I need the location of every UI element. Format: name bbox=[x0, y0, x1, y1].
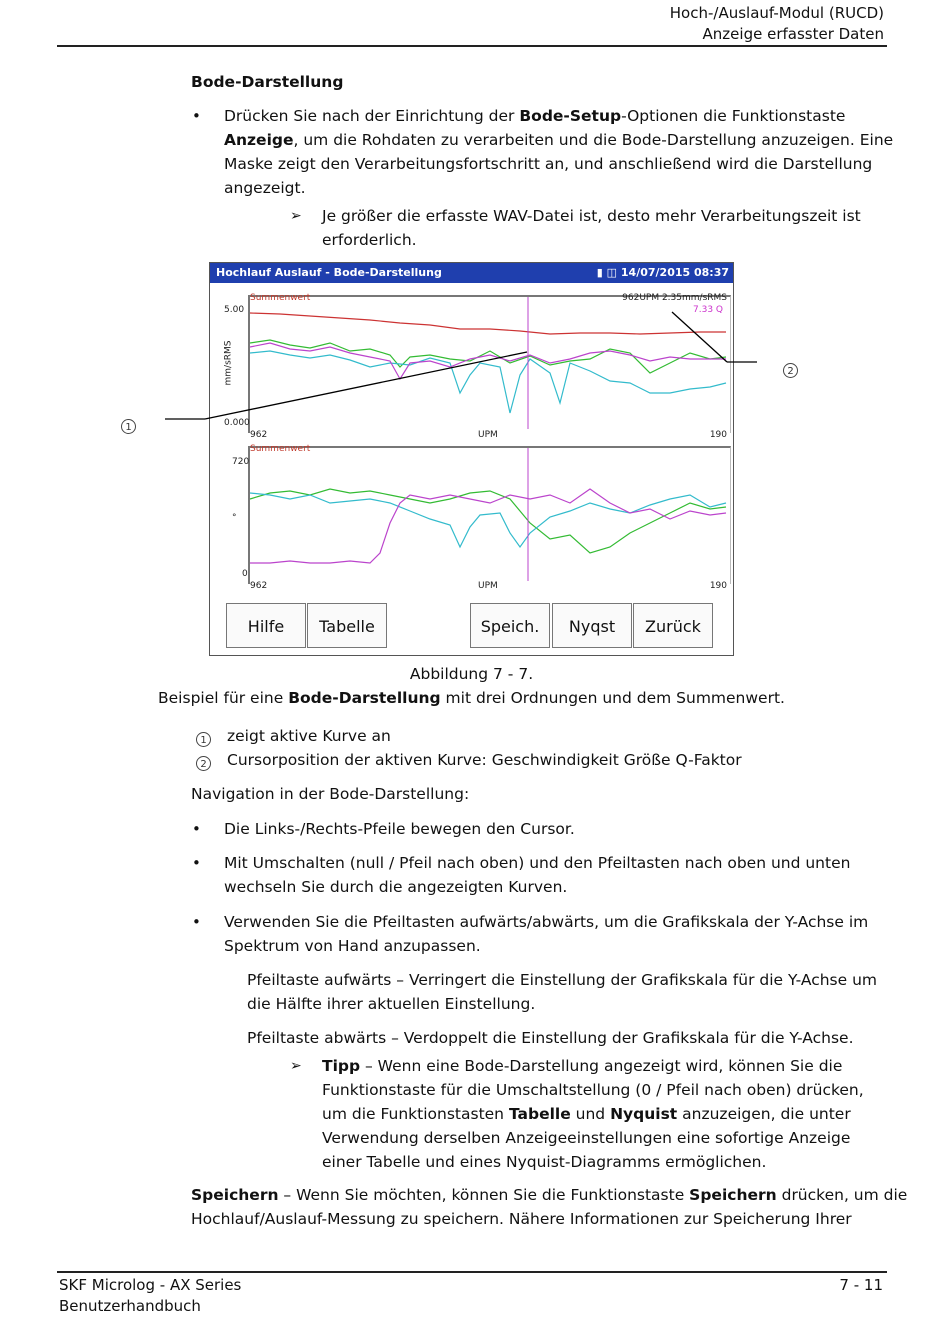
text-run: Beispiel für eine bbox=[158, 689, 289, 707]
text-line: Verwenden Sie die Pfeiltasten aufwärts/abwärts, um die Grafikskala der Y-Achse im bbox=[224, 913, 869, 931]
phase-y-unit: ° bbox=[232, 513, 237, 523]
page-number: 7 - 11 bbox=[839, 1276, 883, 1294]
text-line: Maske zeigt den Verarbeitungsfortschritt an, und anschließend wird die Darstellung bbox=[224, 155, 873, 173]
tip-label: Tipp bbox=[322, 1057, 361, 1075]
callout-2-icon bbox=[783, 359, 798, 378]
phase-y-max: 720 bbox=[232, 457, 250, 467]
text-line: angezeigt. bbox=[224, 179, 306, 197]
bullet: • bbox=[192, 913, 201, 931]
section-title: Bode-Darstellung bbox=[191, 73, 344, 91]
datetime-text: 14/07/2015 08:37 bbox=[620, 266, 729, 279]
text-line: Mit Umschalten (null / Pfeil nach oben) und den Pfeiltasten nach oben und unten bbox=[224, 854, 851, 872]
text-line: wechseln Sie durch die angezeigten Kurven. bbox=[224, 878, 568, 896]
save-key[interactable]: Speich. bbox=[470, 603, 550, 648]
figure-number: Abbildung 7 - 7. bbox=[409, 665, 534, 683]
nav-bullet-2 bbox=[224, 851, 850, 899]
arrow-up-description bbox=[247, 968, 877, 1016]
nyquist-term: Nyquist bbox=[610, 1105, 678, 1123]
arrow-bullet-icon: ➢ bbox=[290, 208, 302, 224]
text-run: Drücken Sie nach der Einrichtung der bbox=[224, 107, 520, 125]
bullet: • bbox=[192, 854, 201, 872]
device-title: Hochlauf Auslauf - Bode-Darstellung bbox=[216, 266, 442, 279]
nav-bullet-1: Die Links-/Rechts-Pfeile bewegen den Cursor. bbox=[224, 820, 575, 838]
legend-2-icon bbox=[196, 752, 211, 771]
y-axis-min: 0.000 bbox=[224, 418, 250, 428]
text-run: – Wenn eine Bode-Darstellung angezeigt wird, können Sie die bbox=[360, 1057, 843, 1075]
speichern-term: Speichern bbox=[689, 1186, 777, 1204]
legend-item-2: Cursorposition der aktiven Kurve: Geschwindigkeit Größe Q-Faktor bbox=[227, 751, 742, 769]
legend-1-icon bbox=[196, 728, 211, 747]
text-run: -Optionen die Funktionstaste bbox=[621, 107, 846, 125]
text-line: Hochlauf/Auslauf-Messung zu speichern. Nähere Informationen zur Speicherung Ihrer bbox=[191, 1210, 852, 1228]
figure-caption bbox=[0, 686, 943, 710]
text-line: Spektrum von Hand anzupassen. bbox=[224, 937, 481, 955]
save-paragraph bbox=[191, 1183, 907, 1231]
text-run: , um die Rohdaten zu verarbeiten und die Bode-Darstellung anzuzeigen. Eine bbox=[293, 131, 894, 149]
callout-1-icon bbox=[121, 415, 136, 434]
legend-item-1: zeigt aktive Kurve an bbox=[227, 727, 391, 745]
cursor-readout: 962UPM 2.35mm/sRMS bbox=[622, 293, 727, 303]
footer-product: SKF Microlog - AX Series bbox=[59, 1276, 242, 1294]
footer-manual: Benutzerhandbuch bbox=[59, 1297, 201, 1315]
legend-number: 1 bbox=[196, 732, 211, 747]
arrow-down-description: Pfeiltaste abwärts – Verdoppelt die Einstellung der Grafikskala für die Y-Achse. bbox=[247, 1029, 854, 1047]
phase-y-min: 0 bbox=[242, 569, 248, 579]
x-axis-end: 190 bbox=[709, 430, 727, 440]
text-line: erforderlich. bbox=[322, 231, 417, 249]
phase-x-end: 190 bbox=[709, 581, 727, 591]
header-section-title: Anzeige erfasster Daten bbox=[702, 25, 884, 43]
tabelle-term: Tabelle bbox=[508, 1105, 571, 1123]
navigation-heading: Navigation in der Bode-Darstellung: bbox=[191, 785, 470, 803]
q-factor-readout: 7.33 Q bbox=[693, 305, 723, 315]
text-run: anzuzeigen, die unter bbox=[677, 1105, 851, 1123]
phase-x-unit: UPM bbox=[478, 581, 498, 591]
phase-x-start: 962 bbox=[250, 581, 268, 591]
tip-paragraph bbox=[322, 1054, 864, 1174]
text-line: Verwendung derselben Anzeigeeinstellungen eine sofortige Anzeige bbox=[322, 1129, 851, 1147]
text-run: drücken, um die bbox=[776, 1186, 908, 1204]
footer-rule bbox=[57, 1271, 887, 1273]
y-axis-unit: mm/sRMS bbox=[223, 340, 234, 386]
arrow-bullet-icon: ➢ bbox=[290, 1058, 302, 1074]
magnitude-series-label: Summenwert bbox=[250, 293, 311, 303]
header-module-title: Hoch-/Auslauf-Modul (RUCD) bbox=[669, 4, 884, 22]
text-line: Pfeiltaste aufwärts – Verringert die Einstellung der Grafikskala für die Y-Achse um bbox=[247, 971, 878, 989]
phase-series-label: Summenwert bbox=[250, 444, 311, 454]
y-axis-max: 5.00 bbox=[224, 305, 245, 315]
text-run: und bbox=[570, 1105, 611, 1123]
bullet: • bbox=[192, 107, 201, 125]
callout-number: 2 bbox=[783, 363, 798, 378]
back-key[interactable]: Zurück bbox=[633, 603, 713, 648]
table-key[interactable]: Tabelle bbox=[307, 603, 387, 648]
nav-bullet-3 bbox=[224, 910, 868, 958]
help-key[interactable]: Hilfe bbox=[226, 603, 306, 648]
text-run: um die Funktionstasten bbox=[322, 1105, 509, 1123]
text-line: Funktionstaste für die Umschaltstellung (0 / Pfeil nach oben) drücken, bbox=[322, 1081, 864, 1099]
text-run: – Wenn Sie möchten, können Sie die Funktionstaste bbox=[278, 1186, 690, 1204]
bode-term: Bode-Darstellung bbox=[288, 689, 441, 707]
text-run: mit drei Ordnungen und dem Summenwert. bbox=[440, 689, 785, 707]
x-axis-start: 962 bbox=[250, 430, 268, 440]
callout-number: 1 bbox=[121, 419, 136, 434]
anzeige-term: Anzeige bbox=[224, 131, 294, 149]
legend-number: 2 bbox=[196, 756, 211, 771]
text-line: einer Tabelle und eines Nyquist-Diagramms ermöglichen. bbox=[322, 1153, 767, 1171]
bullet: • bbox=[192, 820, 201, 838]
text-line: die Hälfte ihrer aktuellen Einstellung. bbox=[247, 995, 536, 1013]
speichern-term: Speichern bbox=[191, 1186, 279, 1204]
nyquist-key[interactable]: Nyqst bbox=[552, 603, 632, 648]
x-axis-unit: UPM bbox=[478, 430, 498, 440]
text-line: Je größer die erfasste WAV-Datei ist, desto mehr Verarbeitungszeit ist bbox=[322, 207, 861, 225]
battery-icon: ▮ ◫ bbox=[596, 266, 618, 279]
bode-setup-term: Bode-Setup bbox=[519, 107, 622, 125]
